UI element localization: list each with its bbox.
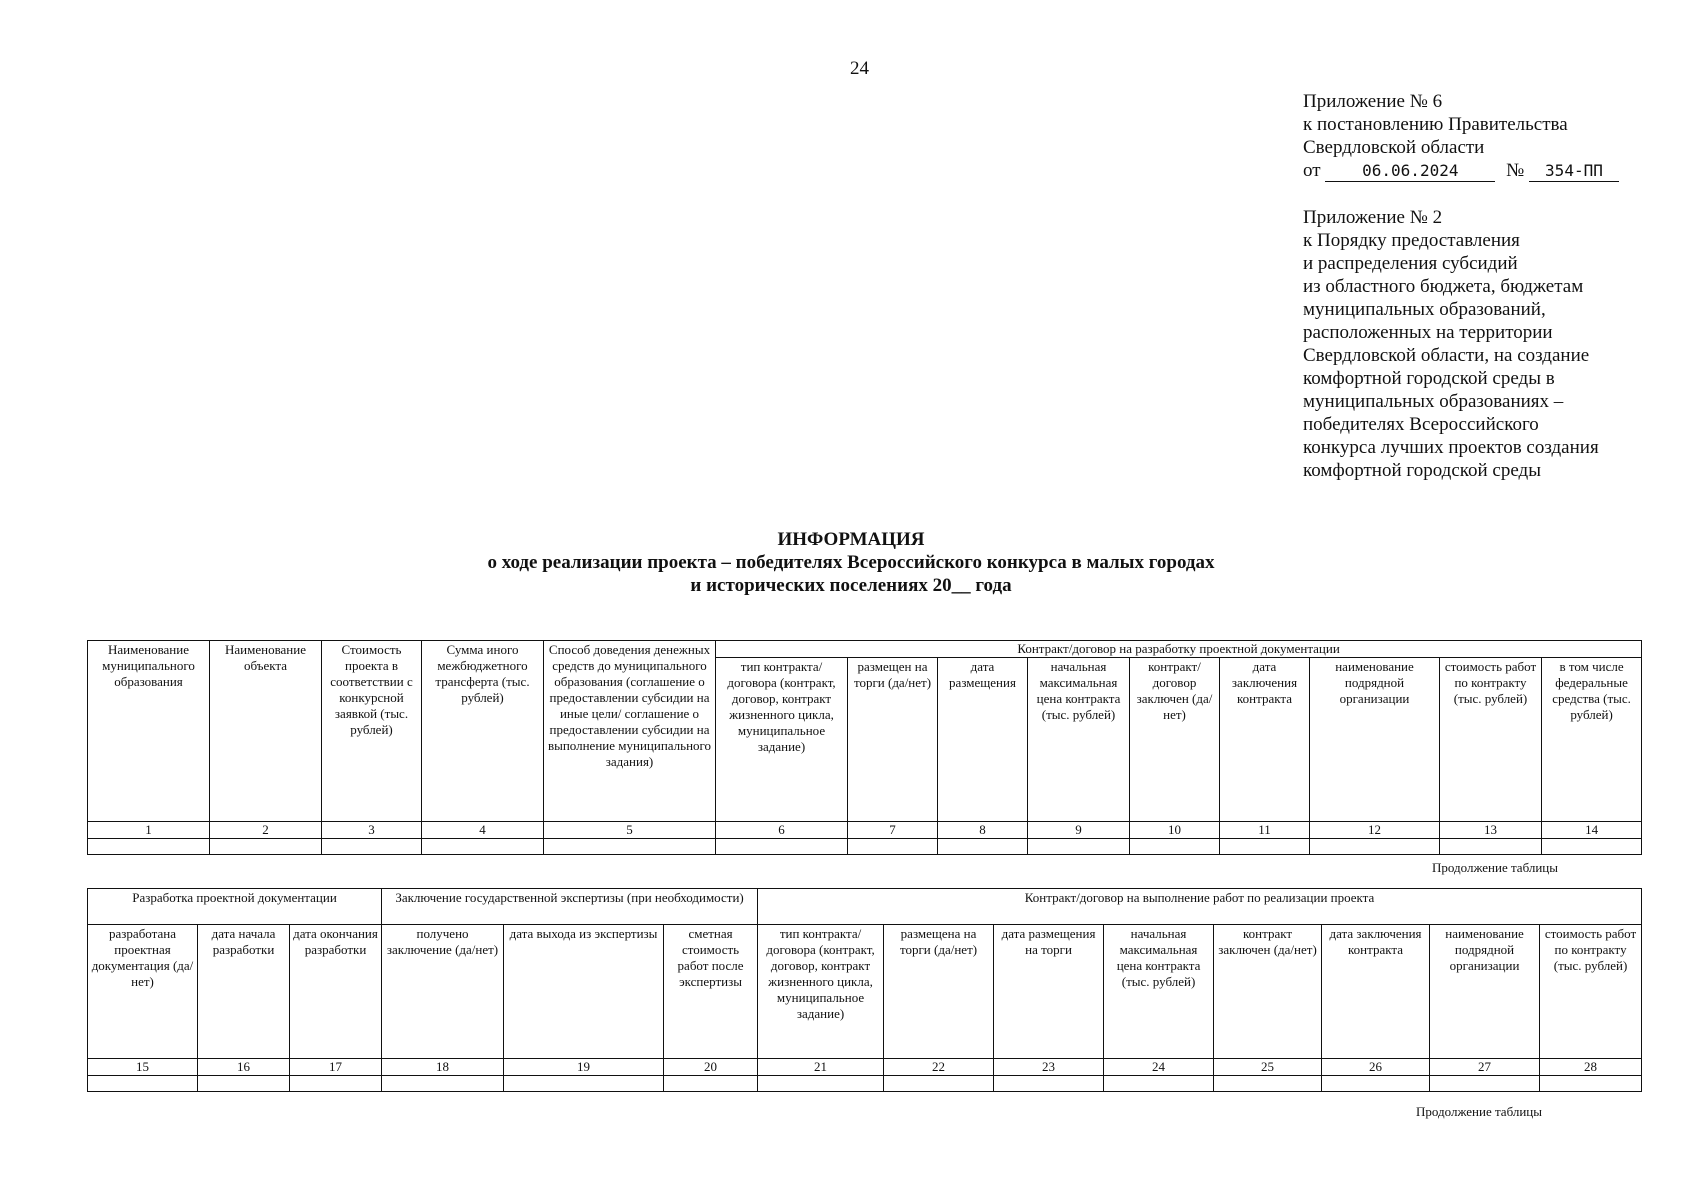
data-cell[interactable]: [1540, 1076, 1642, 1092]
appendix-2-line: и распределения субсидий: [1303, 253, 1518, 274]
project-design-table: [87, 640, 1642, 855]
data-cell[interactable]: [1440, 839, 1542, 855]
column-header: стоимость работ по контракту (тыс. рублей): [1540, 925, 1642, 1059]
column-number-row: [88, 1059, 1642, 1076]
title-heading: ИНФОРМАЦИЯ: [777, 529, 925, 550]
appendix-2-line: муниципальных образований,: [1303, 299, 1546, 320]
column-number: 9: [1028, 822, 1130, 839]
data-cell[interactable]: [1220, 839, 1310, 855]
appendix-6-line: к постановлению Правительства: [1303, 114, 1568, 135]
column-header: дата заключения контракта: [1220, 658, 1310, 822]
appendix-2-line: из областного бюджета, бюджетам: [1303, 276, 1584, 297]
column-number: 5: [544, 822, 716, 839]
data-cell[interactable]: [88, 1076, 198, 1092]
column-number: 12: [1310, 822, 1440, 839]
column-header: Стоимость проекта в соответствии с конкурсной заявкой (тыс. рублей): [322, 641, 422, 822]
data-cell[interactable]: [994, 1076, 1104, 1092]
appendix-2-block: [1303, 206, 1663, 482]
column-number: 18: [382, 1059, 504, 1076]
empty-data-row: [88, 1076, 1642, 1092]
data-cell[interactable]: [716, 839, 848, 855]
column-number: 6: [716, 822, 848, 839]
appendix-2-line: муниципальных образованиях –: [1303, 391, 1564, 412]
column-number: 2: [210, 822, 322, 839]
column-header: сметная стоимость работ после экспертизы: [664, 925, 758, 1059]
appendix-2-line: конкурса лучших проектов создания: [1303, 437, 1599, 458]
column-header: тип контракта/ договора (контракт, договор, контракт жизненного цикла, муниципальное задание): [716, 658, 848, 822]
column-number: 25: [1214, 1059, 1322, 1076]
group-header: Заключение государственной экспертизы (при необходимости): [382, 889, 758, 925]
column-header: начальная максимальная цена контракта (тыс. рублей): [1104, 925, 1214, 1059]
data-cell[interactable]: [1130, 839, 1220, 855]
date-prefix: от: [1303, 160, 1321, 181]
page-number: 24: [850, 58, 869, 79]
column-header: разработана проектная документация (да/нет): [88, 925, 198, 1059]
title-subline: и исторических поселениях 20__ года: [690, 575, 1012, 596]
data-cell[interactable]: [88, 839, 210, 855]
data-cell[interactable]: [322, 839, 422, 855]
column-header: дата начала разработки: [198, 925, 290, 1059]
column-header: размещена на торги (да/нет): [884, 925, 994, 1059]
data-cell[interactable]: [1310, 839, 1440, 855]
appendix-6-line: Приложение № 6: [1303, 91, 1443, 112]
data-cell[interactable]: [544, 839, 716, 855]
column-number: 24: [1104, 1059, 1214, 1076]
number-prefix: №: [1506, 160, 1525, 181]
data-cell[interactable]: [938, 839, 1028, 855]
data-cell[interactable]: [884, 1076, 994, 1092]
column-number: 4: [422, 822, 544, 839]
column-header: дата выхода из экспертизы: [504, 925, 664, 1059]
column-header: Наименование объекта: [210, 641, 322, 822]
column-number: 15: [88, 1059, 198, 1076]
column-header: наименование подрядной организации: [1430, 925, 1540, 1059]
column-header: дата размещения: [938, 658, 1028, 822]
appendix-2-line: Приложение № 2: [1303, 207, 1443, 228]
appendix-6-date-row: [1303, 159, 1663, 182]
data-cell[interactable]: [1322, 1076, 1430, 1092]
column-header: в том числе федеральные средства (тыс. рублей): [1542, 658, 1642, 822]
data-cell[interactable]: [664, 1076, 758, 1092]
column-number: 16: [198, 1059, 290, 1076]
column-number: 20: [664, 1059, 758, 1076]
project-implementation-table: [87, 888, 1642, 1092]
column-number: 1: [88, 822, 210, 839]
appendix-6-block: [1303, 90, 1663, 182]
continuation-note: Продолжение таблицы: [1416, 1104, 1542, 1119]
column-number: 28: [1540, 1059, 1642, 1076]
column-header: получено заключение (да/нет): [382, 925, 504, 1059]
column-number: 26: [1322, 1059, 1430, 1076]
data-cell[interactable]: [198, 1076, 290, 1092]
column-header: дата заключения контракта: [1322, 925, 1430, 1059]
column-header: наименование подрядной организации: [1310, 658, 1440, 822]
column-header: Наименование муниципального образования: [88, 641, 210, 822]
appendix-2-line: комфортной городской среды в: [1303, 368, 1555, 389]
data-cell[interactable]: [422, 839, 544, 855]
column-header: размещен на торги (да/нет): [848, 658, 938, 822]
data-cell[interactable]: [382, 1076, 504, 1092]
group-header: Контракт/договор на разработку проектной документации: [716, 641, 1642, 658]
appendix-2-line: победителях Всероссийского: [1303, 414, 1539, 435]
appendix-2-line: Свердловской области, на создание: [1303, 345, 1590, 366]
column-number: 17: [290, 1059, 382, 1076]
column-header: Способ доведения денежных средств до муниципального образования (соглашение о предоставлении субсидии на иные цели/ соглашение о предоставлении субсидии на выполнение муниципального задания): [544, 641, 716, 822]
data-cell[interactable]: [210, 839, 322, 855]
column-number: 11: [1220, 822, 1310, 839]
column-number-row: [88, 822, 1642, 839]
appendix-2-line: комфортной городской среды: [1303, 460, 1541, 481]
appendix-6-line: Свердловской области: [1303, 137, 1485, 158]
column-number: 19: [504, 1059, 664, 1076]
column-number: 21: [758, 1059, 884, 1076]
data-cell[interactable]: [1028, 839, 1130, 855]
column-header: контракт/ договор заключен (да/нет): [1130, 658, 1220, 822]
column-number: 14: [1542, 822, 1642, 839]
appendix-2-line: к Порядку предоставления: [1303, 230, 1520, 251]
title-subline: о ходе реализации проекта – победителях Всероссийского конкурса в малых городах: [487, 552, 1215, 573]
column-number: 13: [1440, 822, 1542, 839]
resolution-number: 354-ПП: [1529, 161, 1619, 182]
resolution-date: 06.06.2024: [1325, 161, 1495, 182]
column-number: 8: [938, 822, 1028, 839]
data-cell[interactable]: [1542, 839, 1642, 855]
appendix-2-line: расположенных на территории: [1303, 322, 1553, 343]
column-number: 23: [994, 1059, 1104, 1076]
data-cell[interactable]: [1104, 1076, 1214, 1092]
data-cell[interactable]: [1214, 1076, 1322, 1092]
data-cell[interactable]: [504, 1076, 664, 1092]
data-cell[interactable]: [1430, 1076, 1540, 1092]
column-header: тип контракта/ договора (контракт, договор, контракт жизненного цикла, муниципальное задание): [758, 925, 884, 1059]
group-header: Контракт/договор на выполнение работ по реализации проекта: [758, 889, 1642, 925]
column-number: 27: [1430, 1059, 1540, 1076]
column-header: дата окончания разработки: [290, 925, 382, 1059]
data-cell[interactable]: [758, 1076, 884, 1092]
empty-data-row: [88, 839, 1642, 855]
column-header: начальная максимальная цена контракта (тыс. рублей): [1028, 658, 1130, 822]
column-number: 22: [884, 1059, 994, 1076]
group-header: Разработка проектной документации: [88, 889, 382, 925]
column-header: дата размещения на торги: [994, 925, 1104, 1059]
continuation-note: Продолжение таблицы: [1432, 860, 1558, 875]
column-number: 10: [1130, 822, 1220, 839]
column-number: 3: [322, 822, 422, 839]
data-cell[interactable]: [848, 839, 938, 855]
column-number: 7: [848, 822, 938, 839]
column-header: стоимость работ по контракту (тыс. рублей): [1440, 658, 1542, 822]
column-header: контракт заключен (да/нет): [1214, 925, 1322, 1059]
document-title: [0, 528, 1702, 597]
column-header: Сумма иного межбюджетного трансферта (тыс. рублей): [422, 641, 544, 822]
data-cell[interactable]: [290, 1076, 382, 1092]
